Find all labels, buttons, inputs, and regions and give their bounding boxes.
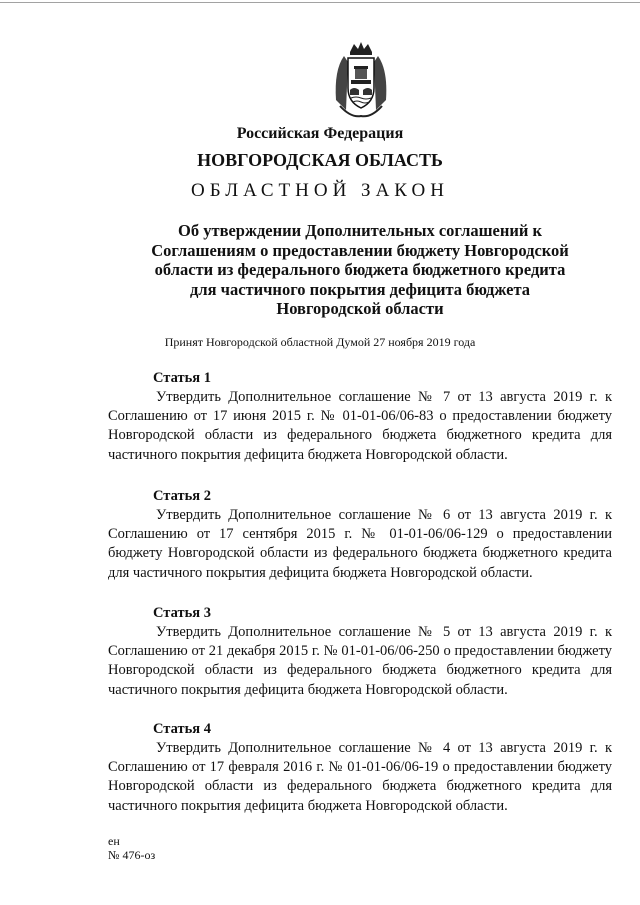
article-2	[108, 487, 612, 583]
article-3	[108, 604, 612, 700]
article-text: Утвердить Дополнительное соглашение № 7 от 13 августа 2019 г. к Соглашению от 17 июня 2015 г. № 01-01-06/06-83 о предоставлении бюджету Новгородской области из федерального бюджета бюджетного кредита для частичного покрытия дефицита бюджета Новгородской области.	[108, 389, 612, 463]
scan-edge-line	[0, 2, 640, 3]
article-title: Статья 1	[153, 370, 211, 386]
law-title: Об утверждении Дополнительных соглашений к Соглашениям о предоставлении бюджету Новгородской области из федерального бюджета бюджетного кредита для частичного покрытия дефицита бюджета Новгородской области	[151, 221, 569, 318]
article-4	[108, 720, 612, 816]
country-name: Российская Федерация	[236, 125, 404, 142]
coat-of-arms-icon	[326, 40, 396, 120]
article-1	[108, 369, 612, 465]
law-number: № 476-оз	[108, 848, 156, 862]
adoption-note: Принят Новгородской областной Думой 27 ноября 2019 года	[164, 335, 476, 349]
article-text: Утвердить Дополнительное соглашение № 5 от 13 августа 2019 г. к Соглашению от 21 декабря 2015 г. № 01-01-06/06-250 о предоставлении бюджету Новгородской области из федерального бюджета бюджетного кредита для частичного покрытия дефицита бюджета Новгородской области.	[108, 624, 612, 698]
article-text: Утвердить Дополнительное соглашение № 6 от 13 августа 2019 г. к Соглашению от 17 сентября 2015 г. № 01-01-06/06-129 о предоставлении бюджету Новгородской области из федерального бюджета бюджетного кредита для частичного покрытия дефицита бюджета Новгородской области.	[108, 507, 612, 581]
document-type: ОБЛАСТНОЙ ЗАКОН	[191, 180, 449, 201]
document-footer	[108, 834, 155, 862]
region-name: НОВГОРОДСКАЯ ОБЛАСТЬ	[197, 150, 443, 170]
article-title: Статья 2	[153, 488, 211, 504]
author-initials: ен	[108, 834, 120, 848]
article-title: Статья 4	[153, 721, 211, 737]
article-text: Утвердить Дополнительное соглашение № 4 от 13 августа 2019 г. к Соглашению от 17 февраля 2016 г. № 01-01-06/06-19 о предоставлении бюджету Новгородской области из федерального бюджета бюджетного кредита для частичного покрытия дефицита бюджета Новгородской области.	[108, 740, 612, 814]
article-title: Статья 3	[153, 605, 211, 621]
